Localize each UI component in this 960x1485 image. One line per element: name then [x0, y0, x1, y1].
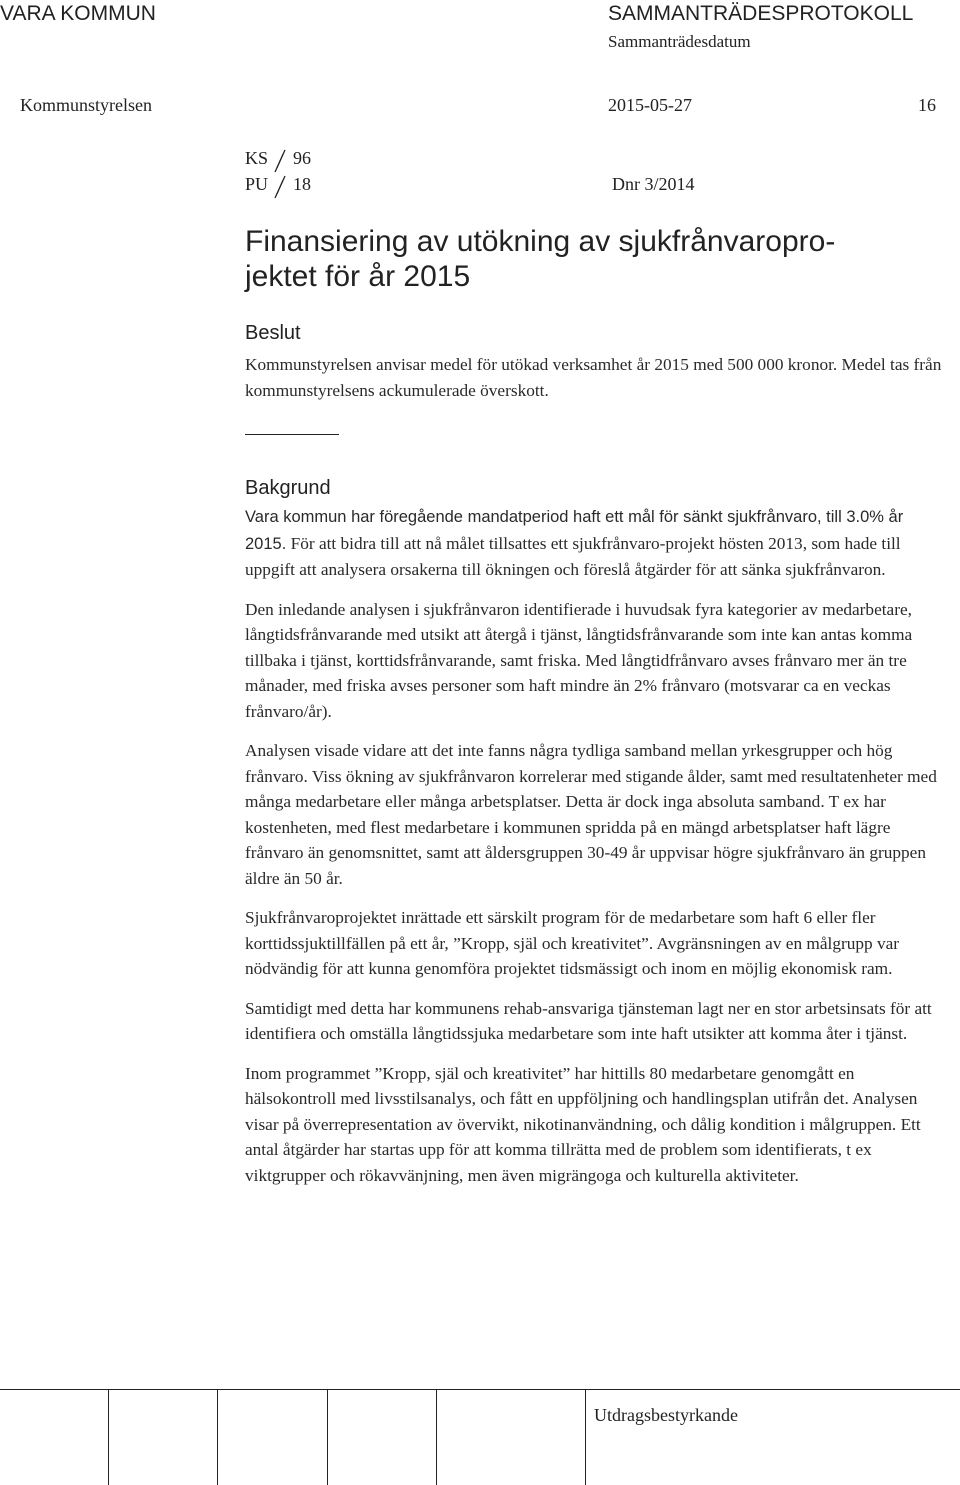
bakgrund-paragraph: Den inledande analysen i sjukfrånvaron identifierade i huvudsak fyra kategorier av medarbetare, långtidsfrånvarande med utsikt att återgå i tjänst, långtidsfrånvarande som inte kan antas komma tillbaka i tjänst, korttidsfrånvarande, samt friska. Med långtidfrånvaro avses frånvaro mer än tre månader, med friska avses personer som haft mindre än 2% frånvaro (motsvarar ca en veckas frånvaro/år). — [245, 599, 913, 721]
meeting-date-label: Sammanträdesdatum — [608, 32, 751, 51]
bakgrund-paragraph: Sjukfrånvaroprojektet inrättade ett särskilt program för de medarbetare som haft 6 eller fler korttidssjuktillfällen på ett år, ”Kropp, själ och kreativitet”. Avgränsningen av en målgrupp var nödvändig för att kunna genomföra projektet tidsmässigt och inom en möjlig ekonomisk ram. — [245, 908, 900, 978]
bakgrund-intro-cont: För att bidra till att nå målet tillsattes ett sjukfrånvaro-projekt hösten 2013, som hade till uppgift att analysera orsakerna till ökningen och föreslå åtgärder för att sänka sjukfrånvaron. — [245, 533, 901, 579]
bakgrund-paragraph — [245, 504, 945, 583]
bakgrund-intro: Vara kommun har föregående mandatperiod haft ett mål för sänkt sjukfrånvaro, till 3.0% år 2015. — [245, 508, 904, 553]
title-line: jektet för år 2015 — [245, 260, 471, 293]
bakgrund-paragraph: Samtidigt med detta har kommunens rehab-ansvariga tjänsteman lagt ner en stor arbetsinsats för att identifiera och omställa långtidssjuka medarbetare som inte haft utsikter att komma åter i tjänst. — [245, 998, 932, 1043]
dnr: Dnr 3/2014 — [612, 174, 695, 194]
divider — [245, 434, 339, 435]
signature-box-divider — [108, 1389, 109, 1485]
bakgrund-paragraph: Analysen visade vidare att det inte fanns några tydliga samband mellan yrkesgrupper och hög frånvaro. Viss ökning av sjukfrånvaron korrelerar med stigande ålder, samt med resultatenheter med många medarbetare eller många arbetsplatser. Detta är dock inga absoluta samband. T ex har kostenheten, med flest medarbetare i kommunen spridda på en mängd arbetsplatser haft lägre frånvaro än genomsnittet, samt att åldersgruppen 30-49 år uppvisar högre sjukfrånvaro än gruppen äldre än 50 år. — [245, 741, 937, 888]
ks-reference — [245, 148, 365, 174]
title-line: Finansiering av utökning av sjukfrånvaropro- — [245, 225, 836, 258]
bakgrund-heading: Bakgrund — [245, 477, 331, 499]
signature-box-divider — [585, 1389, 586, 1485]
beslut-heading: Beslut — [245, 322, 301, 344]
document-type: SAMMANTRÄDESPROTOKOLL — [608, 2, 914, 25]
paragraph-mark-icon — [273, 175, 287, 199]
footer-rule — [0, 1389, 960, 1390]
signature-box-divider — [436, 1389, 437, 1485]
bakgrund-paragraph: Inom programmet ”Kropp, själ och kreativitet” har hittills 80 medarbetare genomgått en hälsokontroll med livsstilsanalys, och fått en uppföljning och handlingsplan utifrån det. Analysen visar på överrepresentation av övervikt, nikotinanvändning, och dålig kondition i målgruppen. Ett antal åtgärder har startas upp för att komma tillrätta med de problem som identifierats, t ex viktgrupper och rökavvänjning, men även migrängoga och kulturella aktiviteter. — [245, 1063, 921, 1185]
bakgrund-body — [245, 504, 945, 1202]
paragraph-mark-icon — [273, 149, 287, 173]
pu-label: PU — [245, 174, 269, 194]
pu-number: 18 — [293, 174, 311, 194]
meeting-body: Kommunstyrelsen — [20, 95, 152, 115]
organization-name: VARA KOMMUN — [0, 2, 156, 25]
beslut-text: Kommunstyrelsen anvisar medel för utökad verksamhet år 2015 med 500 000 kronor. Medel tas från kommunstyrelsens ackumulerade överskott. — [245, 355, 942, 400]
meeting-date: 2015-05-27 — [608, 95, 692, 115]
ks-number: 96 — [293, 148, 311, 168]
signature-box-divider — [217, 1389, 218, 1485]
page-number: 16 — [918, 95, 936, 115]
ks-label: KS — [245, 148, 269, 168]
signature-box-divider — [327, 1389, 328, 1485]
footer-label: Utdragsbestyrkande — [594, 1405, 738, 1425]
page-title — [245, 224, 835, 294]
pu-reference — [245, 174, 365, 200]
